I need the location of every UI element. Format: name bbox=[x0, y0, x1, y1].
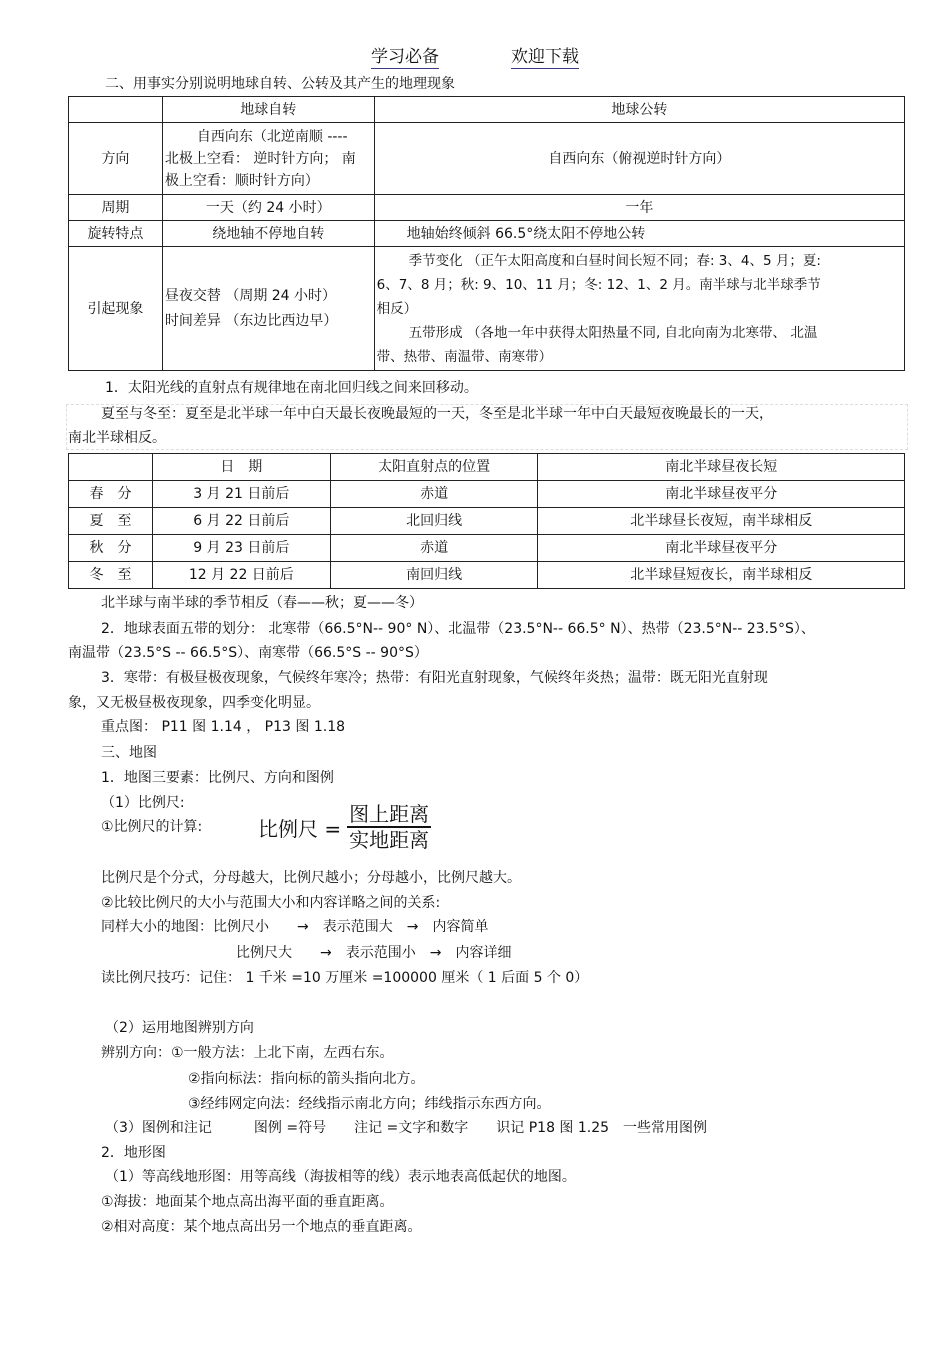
row-label: 旋转特点 bbox=[69, 221, 163, 247]
text-line: 南温带（23.5°S -- 66.5°S）、南寒带（66.5°S -- 90°S） bbox=[68, 645, 428, 661]
table-cell: 赤道 bbox=[330, 481, 538, 508]
earth-motion-table bbox=[68, 96, 905, 371]
section-title: 三、地图 bbox=[101, 745, 157, 761]
point-1: 1．太阳光线的直射点有规律地在南北回归线之间来回移动。 bbox=[105, 380, 478, 396]
text-line: （1）比例尺: bbox=[101, 795, 185, 811]
text-line: ①海拔：地面某个地点高出海平面的垂直距离。 bbox=[101, 1194, 394, 1210]
table-cell: 一年 bbox=[374, 195, 904, 221]
table-cell: 冬 至 bbox=[69, 562, 153, 589]
text-line: 比例尺是个分式，分母越大，比例尺越小；分母越小，比例尺越大。 bbox=[101, 870, 521, 886]
text-line: 北半球与南半球的季节相反（春——秋；夏——冬） bbox=[101, 595, 423, 611]
table-cell: 绕地轴不停地自转 bbox=[162, 221, 374, 247]
cell-line: 自西向东（北逆南顺 ---- bbox=[196, 128, 348, 145]
header-left: 学习必备 bbox=[371, 47, 439, 67]
row-label: 方向 bbox=[69, 123, 163, 195]
table-header-cell bbox=[69, 454, 153, 481]
text-line: 3．寒带：有极昼极夜现象，气候终年寒冷；热带：有阳光直射现象，气候终年炎热；温带：既无阳光直射现 bbox=[101, 670, 768, 686]
table-cell: 夏 至 bbox=[69, 508, 153, 535]
text-line: （1）等高线地形图：用等高线（海拔相等的线）表示地表高低起伏的地图。 bbox=[105, 1169, 576, 1185]
table-cell: 南北半球昼夜平分 bbox=[538, 481, 905, 508]
solstice-text: 南北半球相反。 bbox=[68, 430, 166, 446]
table-cell: 南回归线 bbox=[330, 562, 538, 589]
table-cell: 北半球昼长夜短，南半球相反 bbox=[538, 508, 905, 535]
page-header bbox=[0, 42, 950, 67]
table-cell: 一天（约 24 小时） bbox=[162, 195, 374, 221]
text-line: 重点图： P11 图 1.14 ， P13 图 1.18 bbox=[101, 719, 346, 735]
solstice-text: 夏至与冬至：夏至是北半球一年中白天最长夜晚最短的一天，冬至是北半球一年中白天最短夜晚最长的一天， bbox=[101, 406, 773, 422]
cell-line: 季节变化 （正午太阳高度和白昼时间长短不同；春: 3、4、5 月；夏: bbox=[408, 252, 821, 269]
table-cell: 12 月 22 日前后 bbox=[152, 562, 330, 589]
table-cell: 秋 分 bbox=[69, 535, 153, 562]
header-right: 欢迎下载 bbox=[511, 47, 579, 67]
scale-formula bbox=[258, 802, 431, 852]
table-header-cell: 地球自转 bbox=[162, 97, 374, 123]
table-header-cell: 南北半球昼夜长短 bbox=[538, 454, 905, 481]
formula-lhs: 比例尺 = bbox=[258, 816, 342, 841]
table-cell: 赤道 bbox=[330, 535, 538, 562]
table-cell: 自西向东（俯视逆时针方向） bbox=[374, 123, 904, 195]
text-line: ①比例尺的计算: bbox=[101, 819, 203, 835]
table-header-cell: 日 期 bbox=[152, 454, 330, 481]
table-cell: 北半球昼短夜长，南半球相反 bbox=[538, 562, 905, 589]
text-line: ③经纬网定向法：经线指示南北方向；纬线指示东西方向。 bbox=[188, 1096, 551, 1112]
cell-line: 五带形成 （各地一年中获得太阳热量不同, 自北向南为北寒带、 北温 bbox=[408, 324, 818, 341]
text-line: （3）图例和注记 图例 =符号 注记 =文字和数字 识记 P18 图 1.25 一些常用图例 bbox=[105, 1120, 708, 1136]
cell-line: 极上空看：顺时针方向） bbox=[164, 172, 319, 189]
table-header-cell: 地球公转 bbox=[374, 97, 904, 123]
formula-denominator: 实地距离 bbox=[349, 828, 430, 852]
cell-line: 6、7、8 月；秋: 9、10、11 月；冬: 12、1、2 月。南半球与北半球季节 bbox=[376, 276, 821, 293]
text-line: 2．地球表面五带的划分： 北寒带（66.5°N-- 90° N）、北温带（23.5°N-- 66.5° N）、热带（23.5°N-- 23.5°S）、 bbox=[101, 621, 815, 637]
cell-line: 昼夜交替 （周期 24 小时） bbox=[164, 287, 337, 304]
table-cell: 北回归线 bbox=[330, 508, 538, 535]
table-cell: 6 月 22 日前后 bbox=[152, 508, 330, 535]
text-line: 比例尺大 → 表示范围小 → 内容详细 bbox=[236, 945, 512, 961]
text-line: （2）运用地图辨别方向 bbox=[105, 1020, 254, 1036]
table-cell: 春 分 bbox=[69, 481, 153, 508]
section-title: 二、用事实分别说明地球自转、公转及其产生的地理现象 bbox=[105, 76, 455, 92]
text-line: 辨别方向：①一般方法：上北下南，左西右东。 bbox=[101, 1045, 394, 1061]
table-cell: 地轴始终倾斜 66.5°绕太阳不停地公转 bbox=[374, 221, 904, 247]
text-line: 读比例尺技巧：记住： 1 千米 =10 万厘米 =100000 厘米（ 1 后面 5 个 0） bbox=[101, 970, 589, 986]
row-label: 引起现象 bbox=[69, 247, 163, 371]
table-cell: 9 月 23 日前后 bbox=[152, 535, 330, 562]
table-header-cell bbox=[69, 97, 163, 123]
cell-line: 带、热带、南温带、南寒带） bbox=[376, 348, 553, 365]
text-line: ②指向标法：指向标的箭头指向北方。 bbox=[188, 1071, 425, 1087]
solstice-table bbox=[68, 453, 905, 589]
text-line: ②相对高度：某个地点高出另一个地点的垂直距离。 bbox=[101, 1219, 422, 1235]
table-header-cell: 太阳直射点的位置 bbox=[330, 454, 538, 481]
table-cell: 3 月 21 日前后 bbox=[152, 481, 330, 508]
text-line: 象，又无极昼极夜现象，四季变化明显。 bbox=[68, 695, 320, 711]
section-title: 2．地形图 bbox=[101, 1145, 166, 1161]
table-cell: 南北半球昼夜平分 bbox=[538, 535, 905, 562]
text-line: 1．地图三要素：比例尺、方向和图例 bbox=[101, 770, 334, 786]
formula-numerator: 图上距离 bbox=[349, 802, 430, 826]
text-line: ②比较比例尺的大小与范围大小和内容详略之间的关系: bbox=[101, 895, 441, 911]
cell-line: 北极上空看： 逆时针方向； 南 bbox=[164, 150, 356, 167]
row-label: 周期 bbox=[69, 195, 163, 221]
text-line: 同样大小的地图：比例尺小 → 表示范围大 → 内容简单 bbox=[101, 919, 489, 935]
cell-line: 时间差异 （东边比西边早） bbox=[164, 312, 338, 329]
cell-line: 相反） bbox=[376, 300, 418, 317]
